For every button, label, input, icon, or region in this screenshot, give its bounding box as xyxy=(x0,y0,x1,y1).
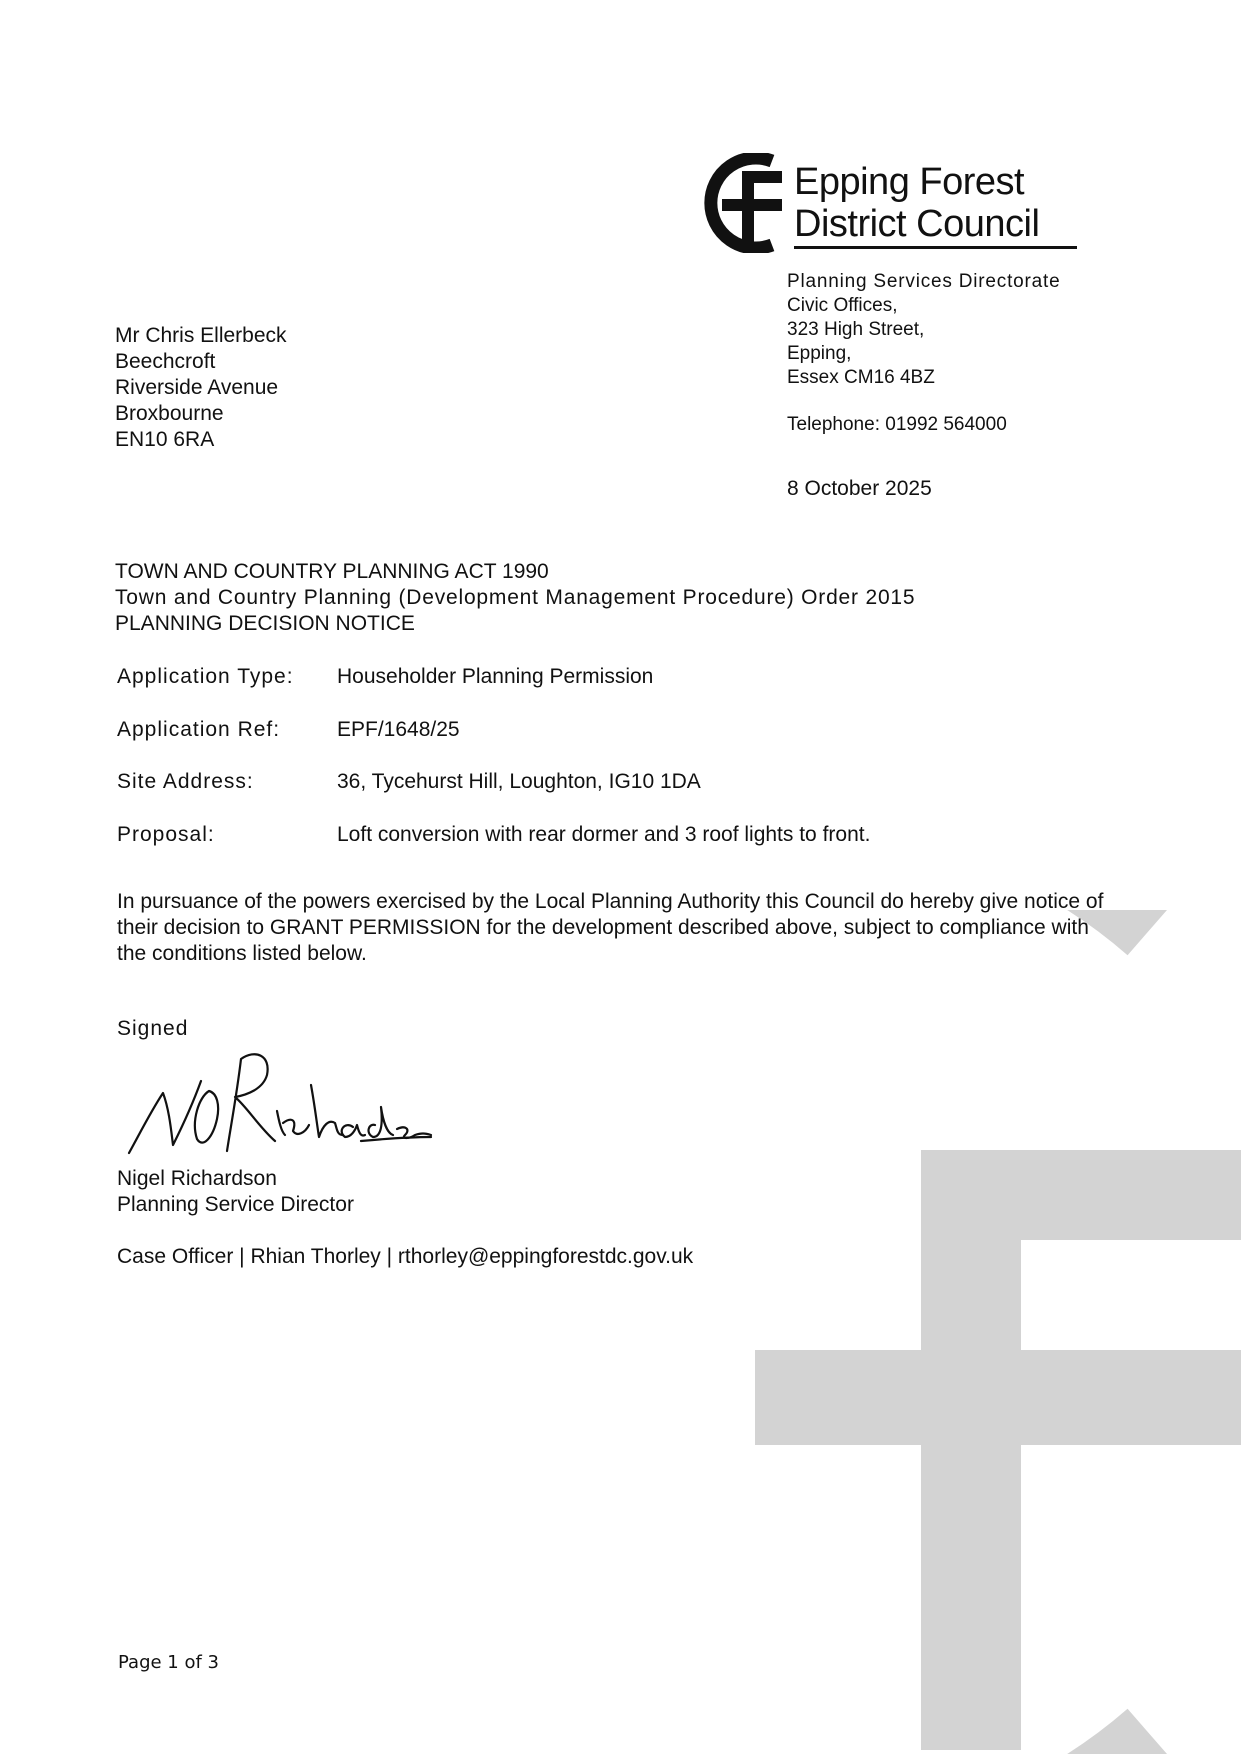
council-name-line1: Epping Forest xyxy=(794,161,1025,203)
application-ref-label: Application Ref: xyxy=(117,718,281,741)
council-logo-icon xyxy=(702,153,784,253)
address-line: 323 High Street, xyxy=(787,319,925,340)
proposal-label: Proposal: xyxy=(117,823,215,846)
notice-heading xyxy=(115,559,915,637)
recipient-line: Beechcroft xyxy=(115,350,216,373)
council-address xyxy=(787,270,1060,390)
page-number: Page 1 of 3 xyxy=(118,1652,219,1673)
recipient-address xyxy=(115,323,287,453)
logo-underline xyxy=(794,246,1077,249)
decision-paragraph: In pursuance of the powers exercised by the Local Planning Authority this Council do hereby give notice of their decision to GRANT PERMISSION for the development described above, subject to compliance with the conditions listed below. xyxy=(117,890,1104,965)
signatory xyxy=(117,1166,354,1218)
application-type-label: Application Type: xyxy=(117,665,294,688)
recipient-postcode: EN10 6RA xyxy=(115,428,215,451)
recipient-name: Mr Chris Ellerbeck xyxy=(115,324,287,347)
recipient-line: Broxbourne xyxy=(115,402,224,425)
recipient-line: Riverside Avenue xyxy=(115,376,279,399)
order-title: Town and Country Planning (Development Management Procedure) Order 2015 xyxy=(115,586,916,609)
signatory-title: Planning Service Director xyxy=(117,1193,354,1216)
council-telephone: Telephone: 01992 564000 xyxy=(787,414,1007,435)
site-address-label: Site Address: xyxy=(117,770,254,793)
application-type-value: Householder Planning Permission xyxy=(337,665,654,688)
address-line: Epping, xyxy=(787,343,852,364)
notice-title: PLANNING DECISION NOTICE xyxy=(115,612,415,635)
signed-label: Signed xyxy=(117,1017,189,1040)
council-logo xyxy=(702,153,1082,253)
letter-date: 8 October 2025 xyxy=(787,477,932,500)
directorate: Planning Services Directorate xyxy=(787,271,1061,292)
case-officer-details: Case Officer | Rhian Thorley | rthorley@eppingforestdc.gov.uk xyxy=(117,1245,694,1268)
address-line: Essex CM16 4BZ xyxy=(787,367,935,388)
proposal-value: Loft conversion with rear dormer and 3 roof lights to front. xyxy=(337,823,871,846)
council-name-line2: District Council xyxy=(794,203,1040,245)
act-title: TOWN AND COUNTRY PLANNING ACT 1990 xyxy=(115,560,549,583)
council-watermark-logo xyxy=(605,910,1241,1754)
site-address-value: 36, Tycehurst Hill, Loughton, IG10 1DA xyxy=(337,770,701,793)
application-ref-value: EPF/1648/25 xyxy=(337,718,460,741)
handwritten-signature xyxy=(125,1045,435,1160)
signatory-name: Nigel Richardson xyxy=(117,1167,277,1190)
address-line: Civic Offices, xyxy=(787,295,898,316)
